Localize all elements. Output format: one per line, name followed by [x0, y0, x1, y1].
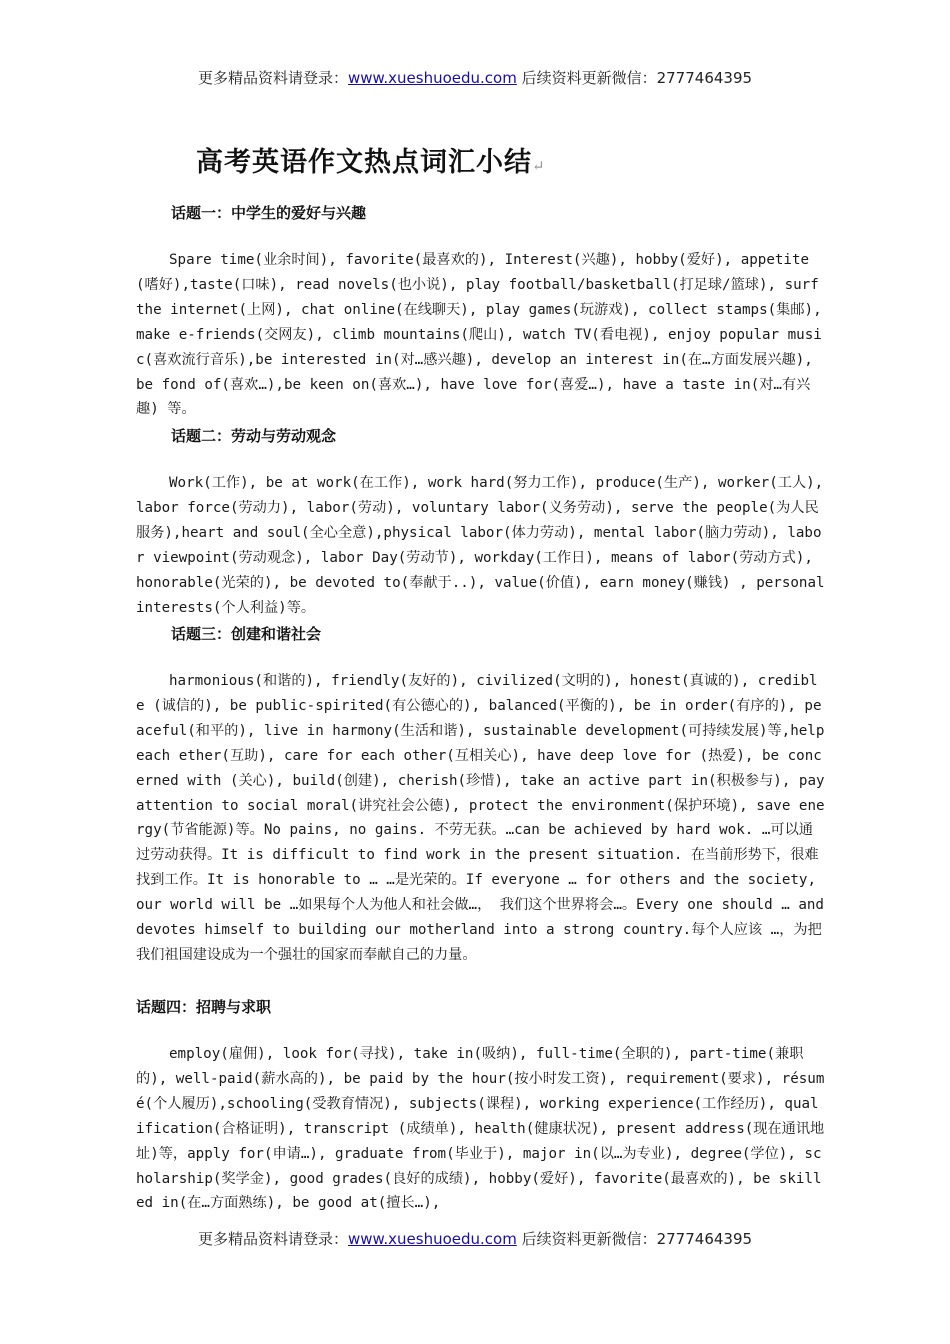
header-website-link[interactable]: www.xueshuoedu.com — [347, 69, 517, 87]
topic-4-heading: 话题四：招聘与求职 — [136, 998, 272, 1016]
header-prefix: 更多精品资料请登录： — [197, 69, 348, 87]
paragraph-mark-icon: ↵ — [532, 157, 546, 175]
page-footer-banner — [0, 1228, 950, 1249]
title-text: 高考英语作文热点词汇小结 — [196, 147, 532, 178]
page-header-banner — [0, 67, 950, 88]
topic-3-body: harmonious(和谐的), friendly(友好的), civilized(文明的), honest(真诚的), credible (诚信的), be public-spirited(有公德心的), balanced(平衡的), be in order(有序的), peaceful(和平的), live in harmony(生活和谐), sustainable development(可持续发展)等,help each ether(互助), care for each other(互相关心), have deep love for (热爱), be concerned with (关心), build(创建), cherish(珍惜), take an active part in(积极参与), pay attention to social moral(讲究社会公德), protect the environment(保护环境), save energy(节省能源)等。No pains, no gains. 不劳无获。…can be achieved by hard wok. …可以通过劳动获得。It is difficult to find work in the present situation. 在当前形势下，很难找到工作。It is honorable to … …是光荣的。If everyone … for others and the society, our world will be …如果每个人为他人和社会做…， 我们这个世界将会…。Every one should … and devotes himself to building our motherland into a strong country.每个人应该 …，为把我们祖国建设成为一个强壮的国家而奉献自己的力量。 — [136, 673, 825, 963]
header-suffix: 后续资料更新微信：2777464395 — [516, 69, 753, 87]
footer-website-link[interactable]: www.xueshuoedu.com — [347, 1230, 517, 1248]
topic-1-body: Spare time(业余时间), favorite(最喜欢的), Interest(兴趣), hobby(爱好), appetite(嗜好),taste(口味), read novels(也小说), play football/basketball(打足球/篮球), surf the internet(上网), chat online(在线聊天), play games(玩游戏), collect stamps(集邮), make e-friends(交网友), climb mountains(爬山), watch TV(看电视), enjoy popular music(喜欢流行音乐),be interested in(对…感兴趣), develop an interest in(在…方面发展兴趣), be fond of(喜欢…),be keen on(喜欢…), have love for(喜爱…), have a taste in(对…有兴趣) 等。 — [136, 252, 822, 418]
topic-1-heading: 话题一：中学生的爱好与兴趣 — [171, 204, 367, 222]
topic-3-heading: 话题三：创建和谐社会 — [171, 625, 322, 643]
footer-suffix: 后续资料更新微信：2777464395 — [516, 1230, 753, 1248]
topic-4-body: employ(雇佣), look for(寻找), take in(吸纳), full-time(全职的), part-time(兼职的), well-paid(薪水高的), be paid by the hour(按小时发工资), requirement(要求), résumé(个人履历),schooling(受教育情况), subjects(课程), working experience(工作经历), qualification(合格证明), transcript (成绩单), health(健康状况), present address(现在通讯地址)等，apply for(申请…), graduate from(毕业于), major in(以…为专业), degree(学位), scholarship(奖学金), good grades(良好的成绩), hobby(爱好), favorite(最喜欢的), be skilled in(在…方面熟练), be good at(擅长…), — [136, 1046, 825, 1212]
footer-prefix: 更多精品资料请登录： — [197, 1230, 348, 1248]
topic-2-heading: 话题二：劳动与劳动观念 — [171, 427, 337, 445]
topic-2-body: Work(工作), be at work(在工作), work hard(努力工作), produce(生产), worker(工人), labor force(劳动力), labor(劳动), voluntary labor(义务劳动), serve the people(为人民服务),heart and soul(全心全意),physical labor(体力劳动), mental labor(脑力劳动), labor viewpoint(劳动观念), labor Day(劳动节), workday(工作日), means of labor(劳动方式), honorable(光荣的), be devoted to(奉献于..), value(价值), earn money(赚钱) , personal interests(个人利益)等。 — [136, 475, 825, 616]
document-title — [196, 140, 546, 179]
